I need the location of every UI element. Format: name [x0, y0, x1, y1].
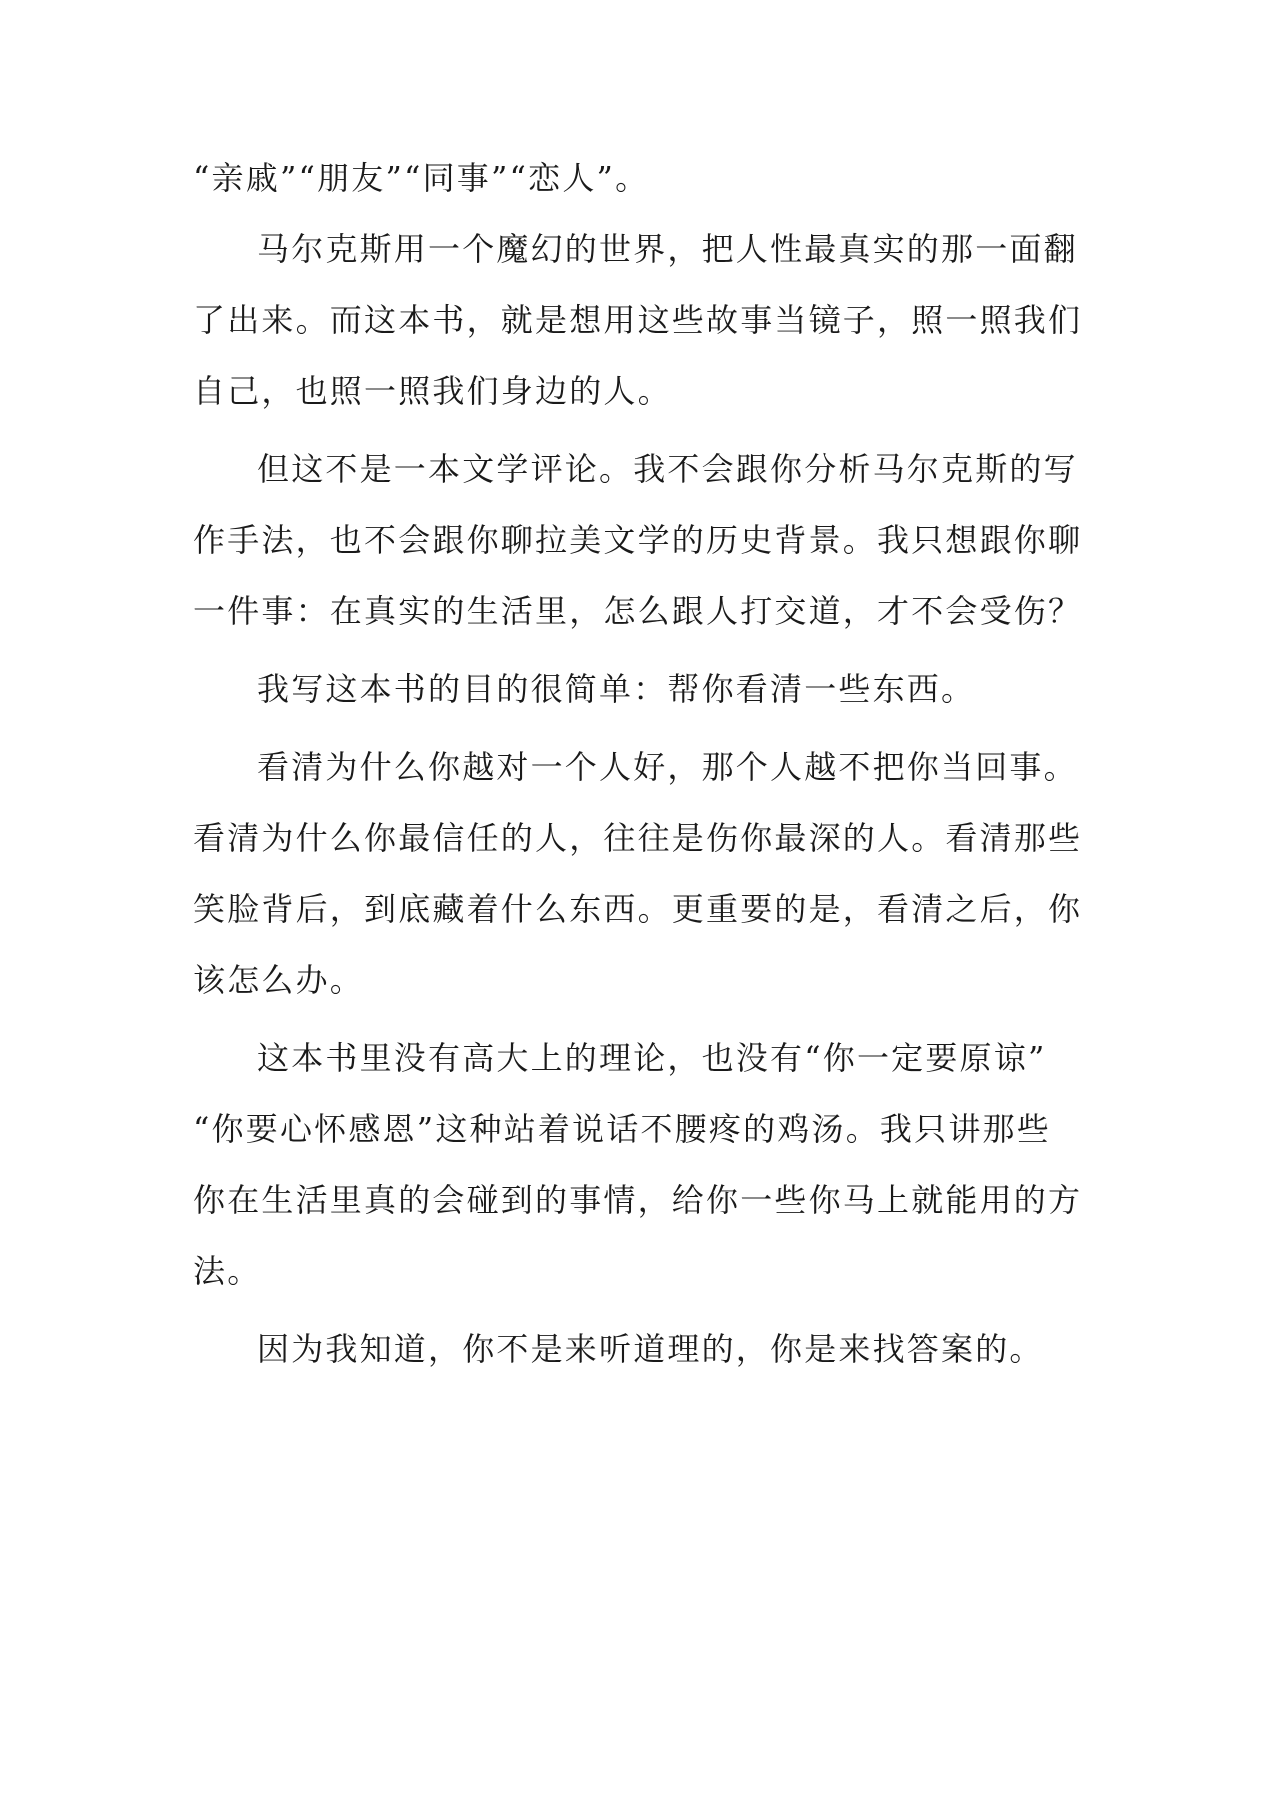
text-line: 自己，也照一照我们身边的人。 — [193, 372, 672, 410]
text-line: 作手法，也不会跟你聊拉美文学的历史背景。我只想跟你聊 — [193, 521, 1083, 559]
text-line: 你在生活里真的会碰到的事情，给你一些你马上就能用的方 — [193, 1181, 1083, 1219]
text-line: 因为我知道，你不是来听道理的，你是来找答案的。 — [257, 1330, 1044, 1368]
text-line: 了出来。而这本书，就是想用这些故事当镜子，照一照我们 — [193, 301, 1083, 339]
text-line: 看清为什么你越对一个人好，那个人越不把你当回事。 — [257, 748, 1078, 786]
text-line: “你要心怀感恩”这种站着说话不腰疼的鸡汤。我只讲那些 — [193, 1110, 1051, 1148]
text-line: 但这不是一本文学评论。我不会跟你分析马尔克斯的写 — [257, 450, 1078, 488]
text-line: 我写这本书的目的很简单：帮你看清一些东西。 — [257, 670, 976, 708]
text-line: 一件事：在真实的生活里，怎么跟人打交道，才不会受伤？ — [193, 592, 1083, 630]
text-line: 马尔克斯用一个魔幻的世界，把人性最真实的那一面翻 — [257, 230, 1078, 268]
text-line: 法。 — [193, 1252, 262, 1290]
text-line: 看清为什么你最信任的人，往往是伤你最深的人。看清那些 — [193, 819, 1083, 857]
text-line: 该怎么办。 — [193, 961, 365, 999]
text-line: 这本书里没有高大上的理论，也没有“你一定要原谅” — [257, 1039, 1047, 1077]
text-line: “亲戚”“朋友”“同事”“恋人”。 — [193, 159, 650, 197]
text-line: 笑脸背后，到底藏着什么东西。更重要的是，看清之后，你 — [193, 890, 1083, 928]
